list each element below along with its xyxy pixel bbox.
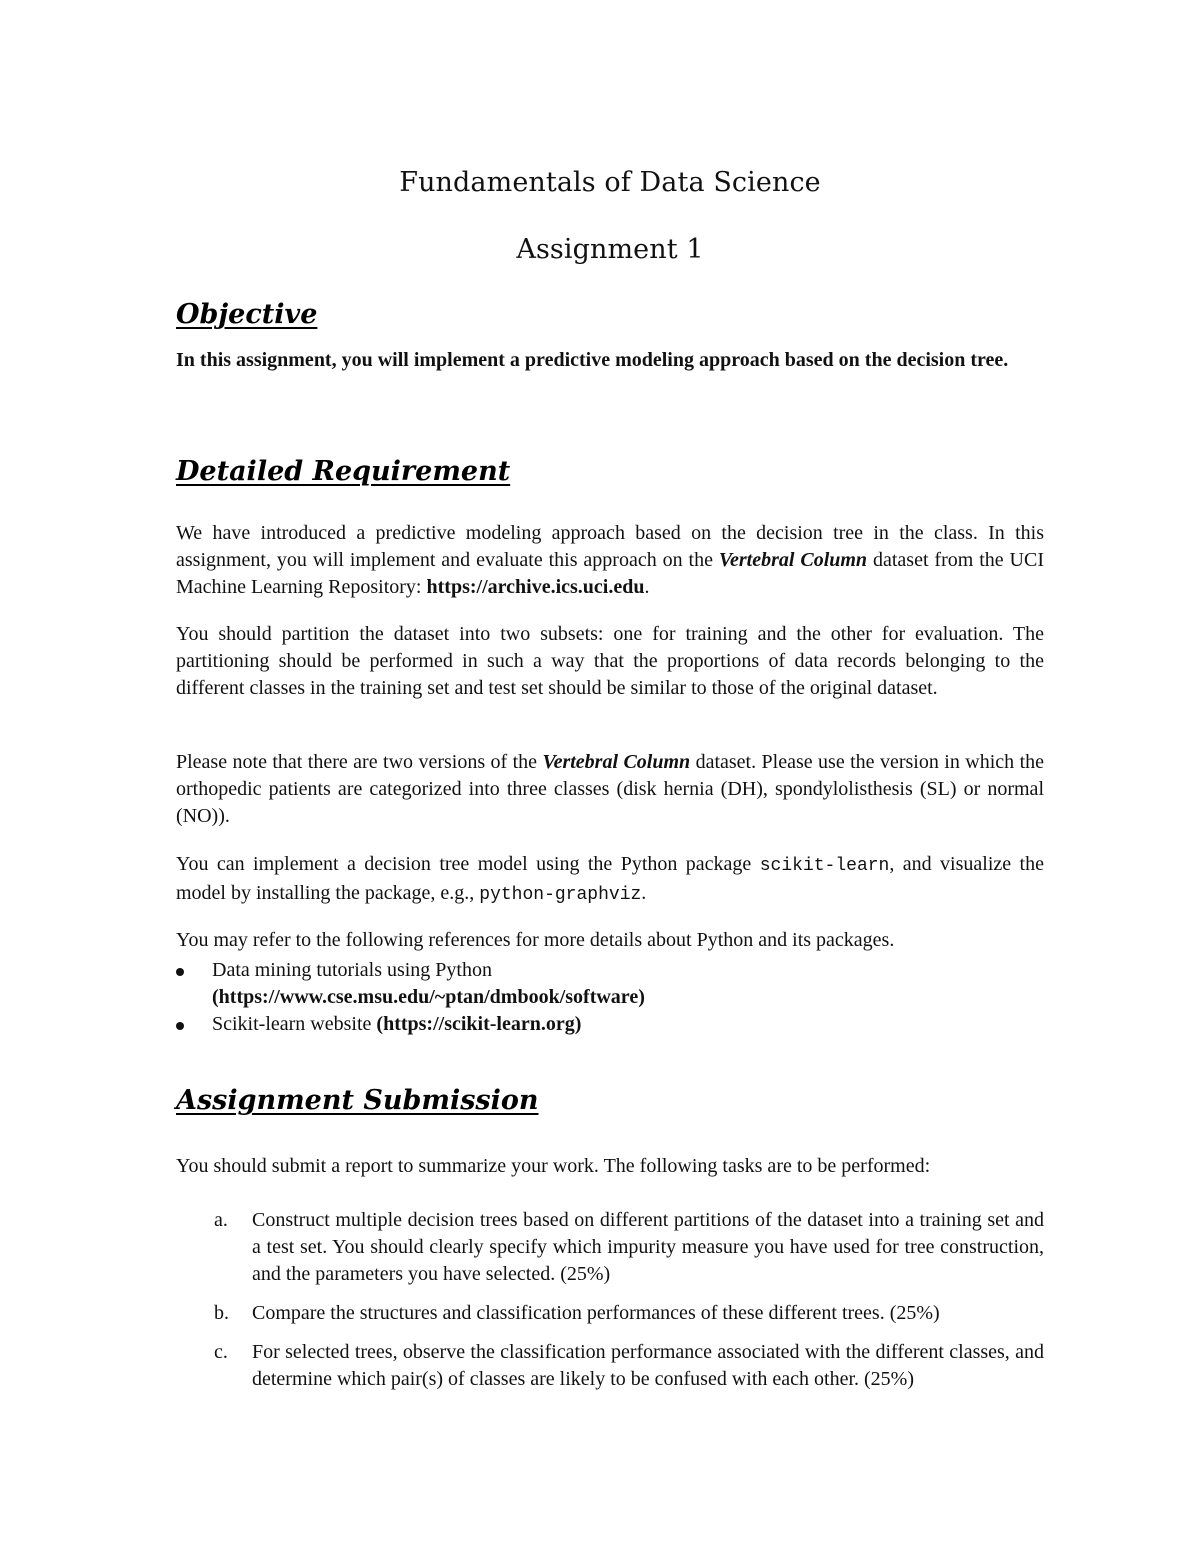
dataset-name: Vertebral Column: [542, 751, 691, 773]
p1-text-a: We have introduced a predictive modeling approach based on the decision tree in the class. In this assignment, you will implement and evaluate this approach on the: [176, 522, 1044, 571]
p1-text-b: dataset from the UCI Machine Learning Repository:: [176, 549, 1044, 598]
detailed-requirement-heading: Detailed Requirement: [176, 456, 511, 487]
task-text: Compare the structures and classification performances of these different trees. (25%): [252, 1302, 940, 1324]
dataset-name: Vertebral Column: [718, 549, 868, 571]
document-subtitle: Assignment 1: [516, 234, 704, 265]
submission-intro: You should submit a report to summarize your work. The following tasks are to be performed:: [176, 1155, 931, 1177]
reference-link[interactable]: https://scikit-learn.org: [383, 1013, 575, 1035]
task-text: Construct multiple decision trees based on different partitions of the dataset into a training set and a test set. You should clearly specify which impurity measure you have used for tree construction, and the parameters you have selected. (25%): [252, 1209, 1044, 1285]
task-list: [214, 1207, 1044, 1405]
document-title: Fundamentals of Data Science: [399, 167, 821, 198]
reference-close-paren: ): [638, 986, 645, 1008]
paragraph-introduction: [176, 520, 1044, 601]
task-marker: a.: [214, 1209, 228, 1231]
p1-text-end: .: [644, 576, 650, 598]
p4-text-end: .: [641, 882, 647, 904]
list-item: [214, 1339, 1044, 1393]
objective-heading: Objective: [176, 299, 318, 330]
package-python-graphviz: python-graphviz: [479, 885, 642, 905]
reference-open-paren: (: [212, 986, 219, 1008]
reference-label: Scikit-learn website: [212, 1013, 377, 1035]
p4-text-a: You can implement a decision tree model using the Python package: [176, 853, 760, 875]
paragraph-references: You may refer to the following references for more details about Python and its packages.: [176, 929, 895, 951]
list-item: [176, 957, 1044, 1011]
p4-text-b: , and visualize the model by installing the package, e.g.,: [176, 853, 1044, 904]
uci-repository-link[interactable]: https://archive.ics.uci.edu: [426, 576, 645, 598]
task-text: For selected trees, observe the classification performance associated with the different classes, and determine which pair(s) of classes are likely to be confused with each other. (25%): [252, 1341, 1044, 1390]
reference-link[interactable]: https://www.cse.msu.edu/~ptan/dmbook/software: [218, 986, 639, 1008]
task-marker: c.: [214, 1341, 228, 1363]
reference-label: Data mining tutorials using Python: [212, 959, 492, 981]
assignment-submission-heading: Assignment Submission: [176, 1085, 539, 1116]
package-scikit-learn: scikit-learn: [759, 856, 890, 876]
bullet-icon: [176, 968, 184, 976]
list-item: [214, 1207, 1044, 1288]
reference-list: [176, 957, 1044, 1038]
p3-text-b: dataset. Please use the version in which the orthopedic patients are categorized into three classes (disk hernia (DH), spondylolisthesis (SL) or normal (NO)).: [176, 751, 1044, 827]
list-item: [176, 1011, 1044, 1038]
paragraph-versions: [176, 749, 1044, 830]
reference-open-paren: (: [376, 1013, 384, 1035]
task-marker: b.: [214, 1302, 229, 1324]
paragraph-partition: You should partition the dataset into two subsets: one for training and the other for evaluation. The partitioning should be performed in such a way that the proportions of data records belonging to the different classes in the training set and test set should be similar to those of the original dataset.: [176, 623, 1044, 699]
objective-text: In this assignment, you will implement a predictive modeling approach based on the decision tree.: [176, 349, 1009, 371]
reference-close-paren: ): [574, 1013, 582, 1035]
list-item: [214, 1300, 1044, 1327]
paragraph-implementation: [176, 851, 1044, 909]
bullet-icon: [176, 1022, 184, 1030]
p3-text-a: Please note that there are two versions of the: [176, 751, 543, 773]
